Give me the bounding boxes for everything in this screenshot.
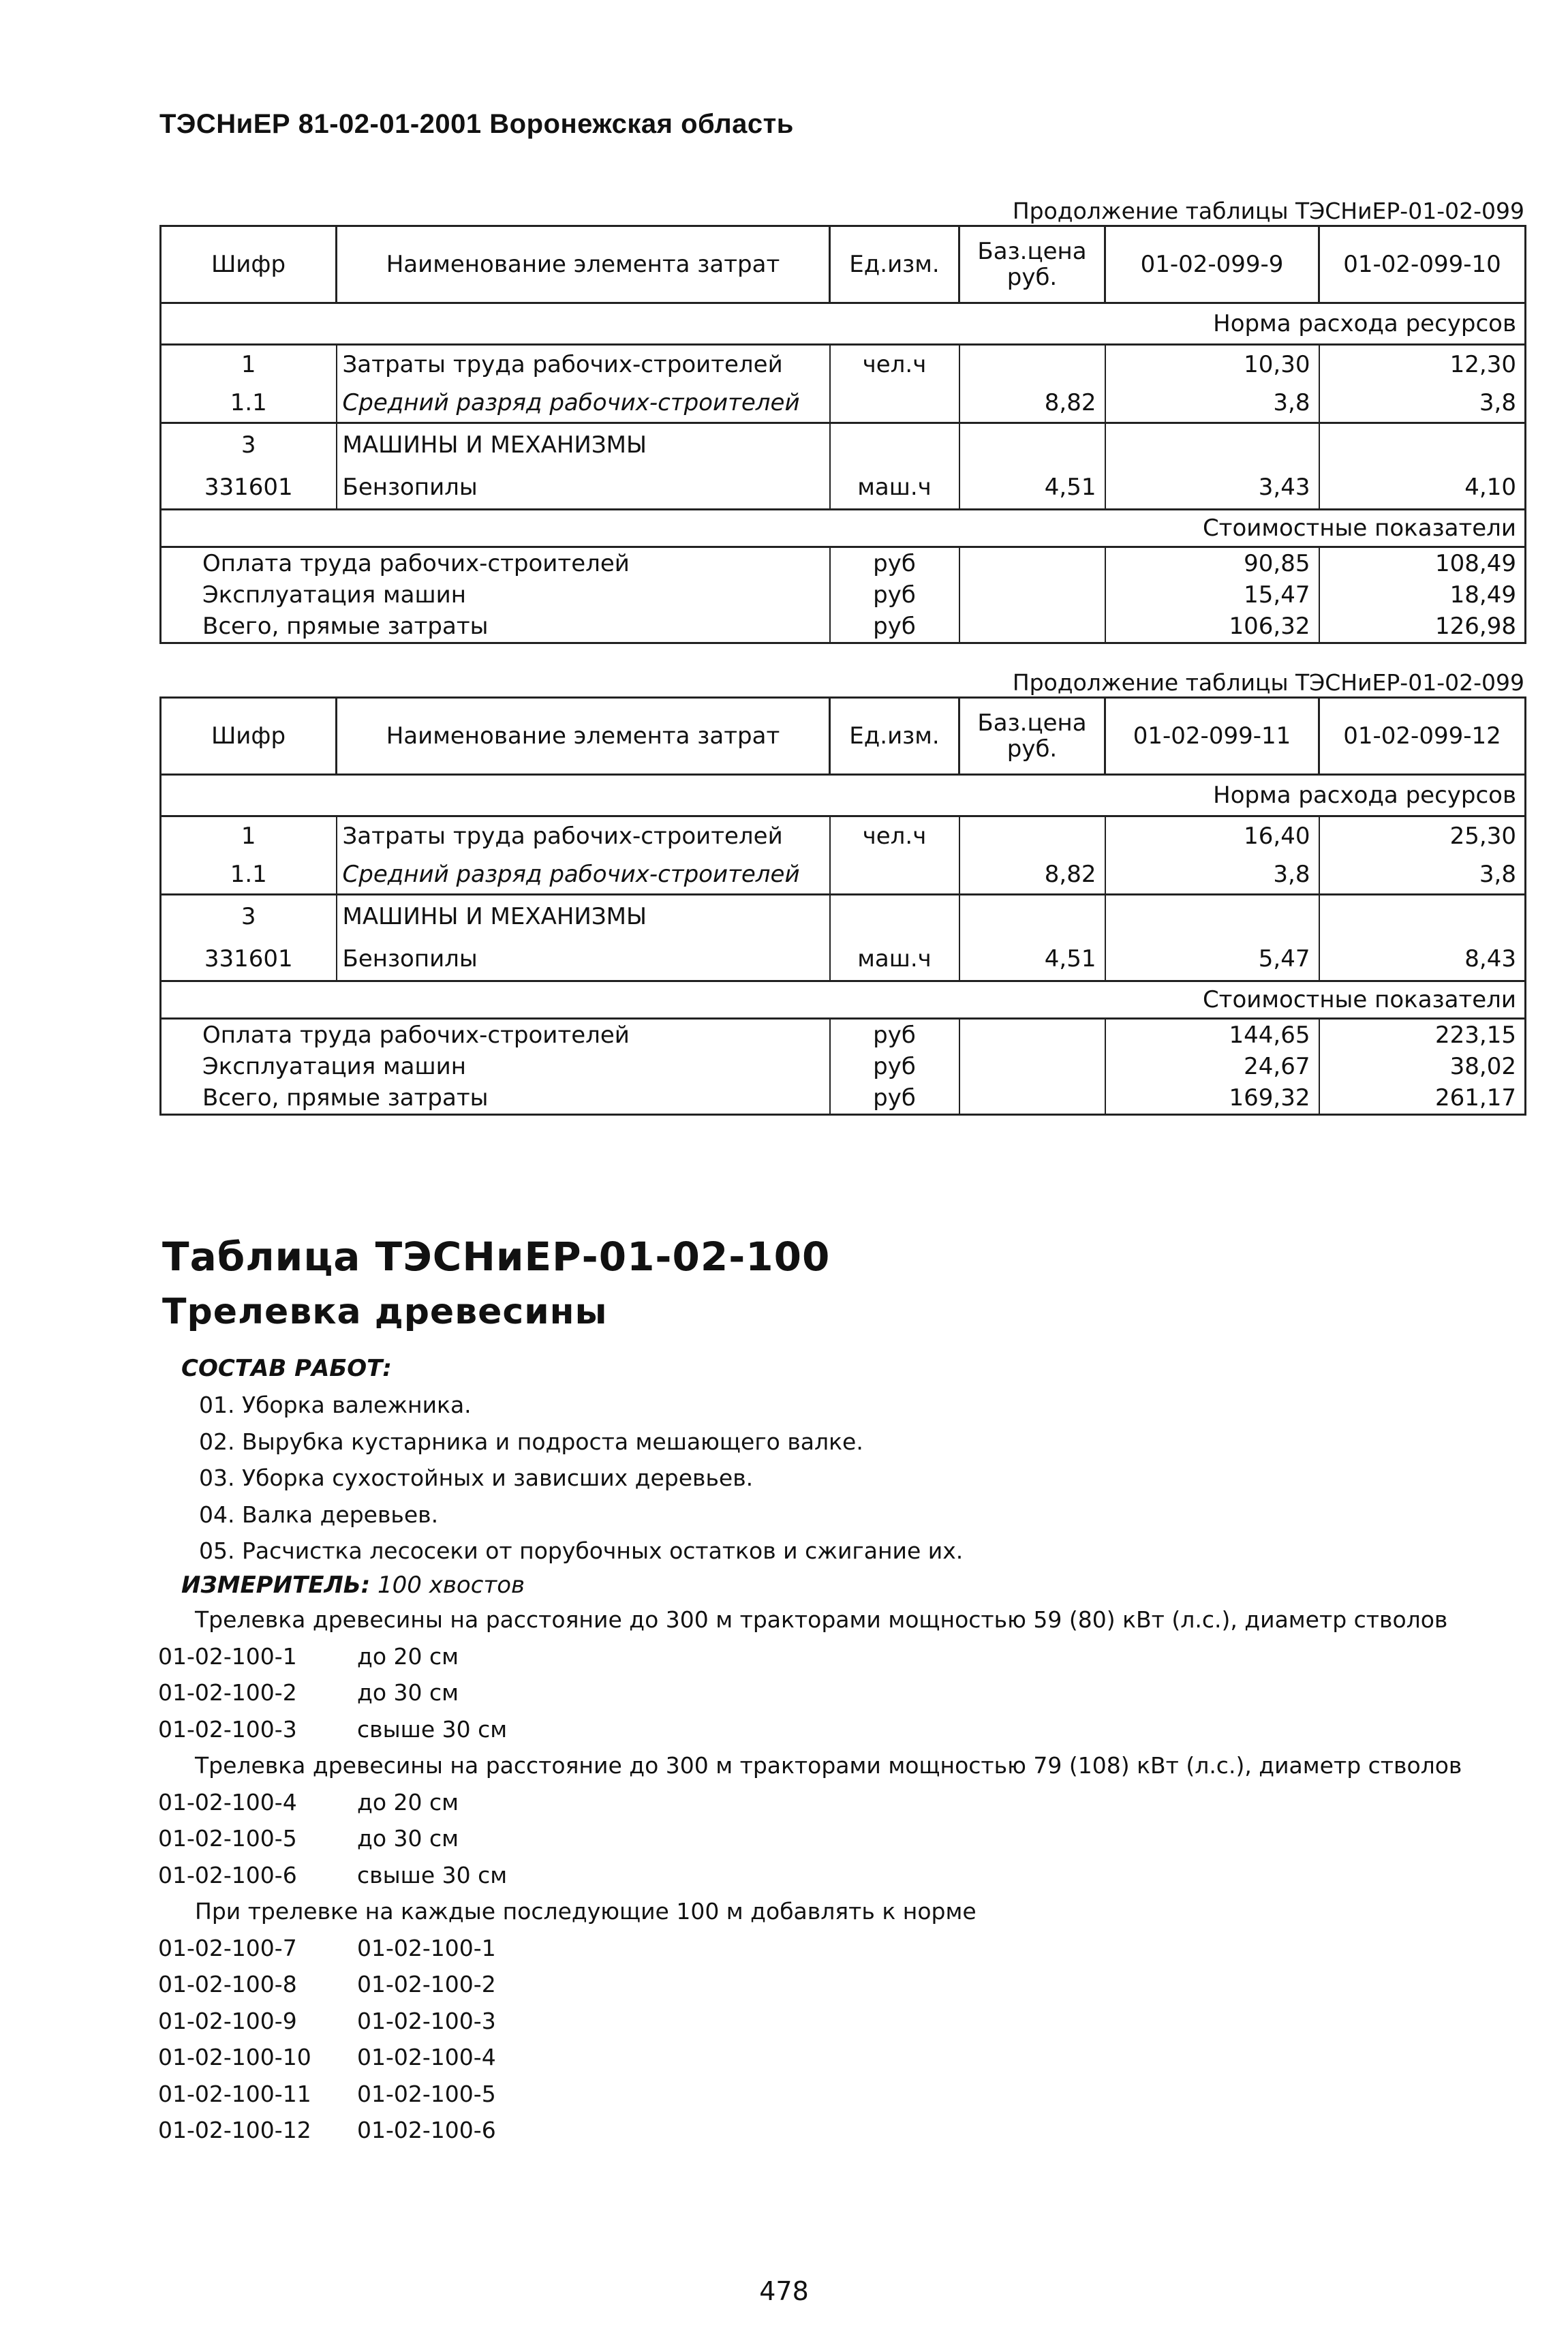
section-subtitle: Трелевка древесины	[162, 1291, 608, 1332]
table-continuation-caption: Продолжение таблицы ТЭСНиЕР-01-02-099	[1012, 198, 1524, 224]
header-price: Баз.цена руб.	[959, 698, 1105, 775]
table-row: 3 МАШИНЫ И МЕХАНИЗМЫ	[161, 895, 1526, 938]
norm-code-line	[158, 2112, 1462, 2149]
norm-code-text: 01-02-100-2	[357, 1971, 496, 1997]
norm-code-text: свыше 30 см	[357, 1861, 508, 1888]
table-row: 3 МАШИНЫ И МЕХАНИЗМЫ	[161, 423, 1526, 467]
table-row: 331601 Бензопилы маш.ч 4,51 3,43 4,10	[161, 466, 1526, 510]
list-item: 03. Уборка сухостойных и зависших деревьев.	[199, 1465, 754, 1491]
summary-row: Оплата труда рабочих-строителей руб 144,65 223,15	[161, 1019, 1526, 1052]
table-row: 1.1 Средний разряд рабочих-строителей 8,82 3,8 3,8	[161, 855, 1526, 895]
summary-row: Оплата труда рабочих-строителей руб 90,85 108,49	[161, 547, 1526, 580]
norm-code: 01-02-100-7	[158, 1934, 297, 1961]
meter-line	[181, 1572, 525, 1599]
norm-code: 01-02-100-6	[158, 1861, 297, 1888]
page-header: ТЭСНиЕР 81-02-01-2001 Воронежская область	[159, 109, 794, 139]
norm-code: 01-02-100-5	[158, 1825, 297, 1852]
norm-code: 01-02-100-12	[158, 2117, 311, 2143]
page-number: 478	[759, 2276, 809, 2306]
norm-code-text: до 30 см	[357, 1825, 459, 1852]
norm-description: Трелевка древесины на расстояние до 300 м тракторами мощностью 79 (108) кВт (л.с.), диаметр стволов	[195, 1752, 1462, 1779]
norm-code: 01-02-100-11	[158, 2080, 311, 2107]
header-unit: Ед.изм.	[830, 698, 959, 775]
norm-code-line	[158, 1674, 1462, 1711]
norm-code-line	[158, 2076, 1462, 2113]
norm-code-text: 01-02-100-5	[357, 2080, 496, 2107]
summary-row: Эксплуатация машин руб 15,47 18,49	[161, 579, 1526, 611]
norm-code: 01-02-100-9	[158, 2007, 297, 2034]
norm-code-text: 01-02-100-6	[357, 2117, 496, 2143]
meter-value: 100 хвостов	[378, 1572, 525, 1599]
header-code: Шифр	[161, 226, 337, 303]
norm-code-text: 01-02-100-4	[357, 2044, 496, 2070]
norm-code-text: свыше 30 см	[357, 1715, 508, 1743]
norm-code-line	[158, 2003, 1462, 2040]
list-item: 01. Уборка валежника.	[199, 1392, 472, 1418]
norm-code: 01-02-100-2	[158, 1679, 297, 1706]
header-name: Наименование элемента затрат	[337, 226, 830, 303]
norm-code: 01-02-100-10	[158, 2044, 311, 2070]
norm-code-line	[158, 1784, 1462, 1821]
norm-code: 01-02-100-4	[158, 1788, 297, 1816]
norm-description: Трелевка древесины на расстояние до 300 м тракторами мощностью 59 (80) кВт (л.с.), диаметр стволов	[195, 1606, 1448, 1633]
header-name: Наименование элемента затрат	[337, 698, 830, 775]
works-label: СОСТАВ РАБОТ:	[181, 1355, 392, 1382]
norm-code-line	[158, 1820, 1462, 1857]
norm-lines	[158, 1602, 1462, 2149]
norm-description: При трелевке на каждые последующие 100 м добавлять к норме	[195, 1898, 977, 1925]
works-list	[199, 1387, 963, 1569]
norm-code: 01-02-100-1	[158, 1642, 297, 1670]
resource-table	[159, 696, 1526, 1116]
header-code: Шифр	[161, 698, 337, 775]
meter-label: ИЗМЕРИТЕЛЬ:	[181, 1572, 371, 1599]
norm-code: 01-02-100-8	[158, 1971, 297, 1997]
header-unit: Ед.изм.	[830, 226, 959, 303]
table-row: 1 Затраты труда рабочих-строителей чел.ч 16,40 25,30	[161, 816, 1526, 856]
header-col2: 01-02-099-12	[1319, 698, 1526, 775]
list-item: 04. Валка деревьев.	[199, 1501, 439, 1528]
norm-code-text: 01-02-100-1	[357, 1934, 496, 1961]
table-row: 331601 Бензопилы маш.ч 4,51 5,47 8,43	[161, 938, 1526, 981]
list-item: 02. Вырубка кустарника и подроста мешающего валке.	[199, 1428, 863, 1455]
norm-code-text: до 20 см	[357, 1788, 459, 1816]
header-col1: 01-02-099-11	[1105, 698, 1319, 775]
summary-row: Всего, прямые затраты руб 169,32 261,17	[161, 1082, 1526, 1115]
summary-row: Всего, прямые затраты руб 106,32 126,98	[161, 611, 1526, 643]
summary-row: Эксплуатация машин руб 24,67 38,02	[161, 1051, 1526, 1082]
norm-code-line	[158, 1638, 1462, 1675]
table-row: 1 Затраты труда рабочих-строителей чел.ч 10,30 12,30	[161, 345, 1526, 384]
norm-code-line	[158, 1857, 1462, 1894]
norm-section-row: Норма расхода ресурсов	[161, 303, 1526, 345]
table-continuation-caption: Продолжение таблицы ТЭСНиЕР-01-02-099	[1012, 669, 1524, 696]
table-row: 1.1 Средний разряд рабочих-строителей 8,82 3,8 3,8	[161, 384, 1526, 423]
resource-table	[159, 225, 1526, 644]
norm-code-line	[158, 2039, 1462, 2076]
norm-code-line	[158, 1966, 1462, 2003]
header-col1: 01-02-099-9	[1105, 226, 1319, 303]
cost-section-row: Стоимостные показатели	[161, 981, 1526, 1019]
header-col2: 01-02-099-10	[1319, 226, 1526, 303]
norm-code-text: до 20 см	[357, 1642, 459, 1670]
norm-code: 01-02-100-3	[158, 1715, 297, 1743]
cost-section-row: Стоимостные показатели	[161, 510, 1526, 547]
section-title: Таблица ТЭСНиЕР-01-02-100	[162, 1234, 831, 1280]
norm-code-text: 01-02-100-3	[357, 2007, 496, 2034]
norm-code-line	[158, 1711, 1462, 1748]
header-price: Баз.цена руб.	[959, 226, 1105, 303]
norm-section-row: Норма расхода ресурсов	[161, 775, 1526, 816]
norm-code-line	[158, 1930, 1462, 1967]
list-item: 05. Расчистка лесосеки от порубочных остатков и сжигание их.	[199, 1537, 964, 1564]
norm-code-text: до 30 см	[357, 1679, 459, 1706]
